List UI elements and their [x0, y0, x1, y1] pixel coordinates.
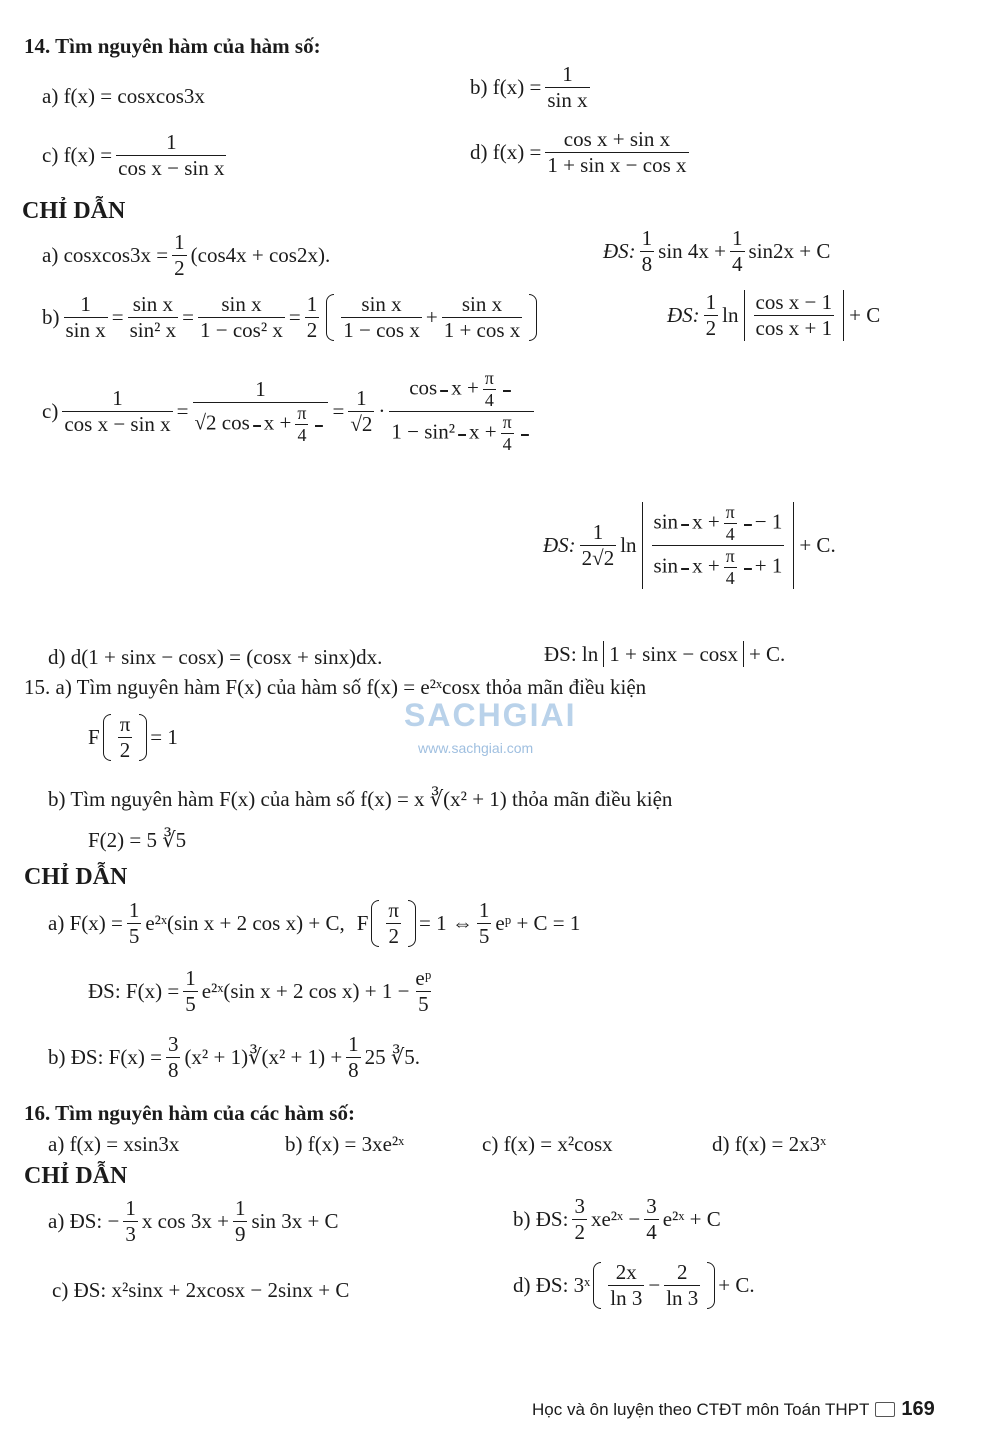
- fraction: $\frac{1}{4}$: [732, 226, 743, 276]
- fraction: $\frac{\text{sin x}}{\text{1 + cos x}}$: [443, 292, 521, 342]
- parenthesized-group: sin x 1 − cos x + $\frac{\text{sin x}}{\text{1 + cos x}}$: [323, 292, 540, 343]
- solution-15a: a) F(x) = $\frac{1}{5}$ e²ˣ(sin x + 2 cos x) + C, F π 2 = 1 ⇔ 1 5 eᵖ + C = 1: [48, 898, 581, 948]
- solution-14c: c) $\frac{1}{\text{cos x − sin x}}$ = 1 √2 cos x + $\frac{\pi}{4}$ = $\frac{1}{√2}$ · cos x + $\frac{\pi}{4}$ 1 − sin² x + $\frac{\pi}{4}$: [42, 368, 538, 455]
- problem-15b-condition: F(2) = 5 ∛5: [88, 828, 187, 852]
- problem-16b: b) f(x) = 3xe²ˣ: [285, 1132, 405, 1156]
- answer-16c: c) ĐS: x²sinx + 2xcosx − 2sinx + C: [52, 1278, 350, 1302]
- problem-14a: a) f(x) = cosxcos3x: [42, 84, 205, 108]
- section-heading-chi-dan: CHỈ DẪN: [22, 198, 126, 224]
- watermark-url: www.sachgiai.com: [418, 740, 534, 756]
- problem-16c: c) f(x) = x²cosx: [482, 1132, 613, 1156]
- solution-14b: b) $\frac{1}{\text{sin x}}$ = $\frac{\text{sin x}}{\text{sin² x}}$ = $\frac{\text{sin x}}{\text{1 − cos² x}}$ = $\frac{1}{2}$ sin x 1 − cos x + $\frac{\text{sin x}}{\text{1 + cos x}}$: [42, 292, 540, 343]
- fraction: $\frac{1}{5}$: [185, 966, 196, 1016]
- fraction: 1 2√2: [581, 520, 615, 570]
- fraction: $\frac{\text{cos x + sin x}}{\text{1 + sin x − cos x}}$: [547, 127, 687, 177]
- answer-14c: ĐS: 1 2√2 ln sin x + $\frac{\pi}{4}$ − 1 sin x + $\frac{\pi}{4}$ + 1 + C.: [543, 502, 836, 588]
- fraction: sin x 1 − cos x: [343, 292, 420, 342]
- page-number: 169: [901, 1398, 935, 1420]
- fraction: $\frac{1}{\text{cos x − sin x}}$: [64, 386, 171, 436]
- page-footer: [532, 1398, 935, 1421]
- problem-15a-condition: F π 2 = 1: [88, 712, 178, 762]
- problem-16-title: 16. Tìm nguyên hàm của các hàm số:: [24, 1101, 355, 1125]
- problem-15a: 15. a) Tìm nguyên hàm F(x) của hàm số f(x) = e²ˣcosx thỏa mãn điều kiện: [24, 675, 647, 699]
- answer-16b: b) ĐS: 3 2 xe²ˣ − $\frac{3}{4}$ e²ˣ + C: [513, 1194, 721, 1244]
- fraction: $\frac{1}{9}$: [234, 1196, 246, 1246]
- answer-15a: ĐS: F(x) = $\frac{1}{5}$ e²ˣ(sin x + 2 cos x) + 1 − $\frac{\text{eᵖ}}{5}$: [88, 966, 432, 1016]
- fraction: $\frac{1}{8}$: [348, 1032, 359, 1082]
- fraction: $\frac{1}{5}$: [128, 898, 140, 948]
- fraction: cos x − 1 cos x + 1: [755, 290, 833, 340]
- fraction: $\frac{1}{\text{cos x − sin x}}$: [118, 130, 225, 180]
- fraction: 3 2: [574, 1194, 585, 1244]
- fraction: 1 8: [641, 226, 653, 276]
- footer-text: Học và ôn luyện theo CTĐT môn Toán THPT: [532, 1399, 870, 1419]
- fraction: 2x ln 3: [610, 1260, 643, 1310]
- fraction: sin x + $\frac{\pi}{4}$ − 1 sin x + $\frac{\pi}{4}$ + 1: [653, 502, 783, 588]
- answer-15b: b) ĐS: F(x) = $\frac{3}{8}$ (x² + 1)∛(x² + 1) + $\frac{1}{8}$ 25 ∛5.: [48, 1032, 421, 1082]
- watermark-brand: SACHGIAI: [404, 697, 577, 733]
- section-heading-chi-dan: CHỈ DẪN: [24, 1163, 128, 1189]
- answer-14b: ĐS: 1 2 ln cos x − 1 cos x + 1 + C: [667, 290, 881, 340]
- solution-14a: a) cosxcos3x = $\frac{1}{2}$ (cos4x + cos2x).: [42, 230, 331, 280]
- fraction: $\frac{1}{\text{sin x}}$: [547, 62, 588, 112]
- fraction: $\frac{3}{8}$: [167, 1032, 179, 1082]
- answer-16a: a) ĐS: − $\frac{1}{3}$ x cos 3x + $\frac{1}{9}$ sin 3x + C: [48, 1196, 339, 1246]
- answer-16d: d) ĐS: 3ˣ 2x ln 3 − $\frac{2}{\ln 3}$ + C.: [513, 1260, 755, 1310]
- section-heading-chi-dan: CHỈ DẪN: [24, 864, 128, 890]
- fraction: cos x + $\frac{\pi}{4}$ 1 − sin² x + $\frac{\pi}{4}$: [389, 368, 533, 455]
- problem-14c: c) f(x) = $\frac{1}{\text{cos x − sin x}}$: [42, 130, 225, 180]
- fraction: $\frac{\text{sin x}}{\text{sin² x}}$: [129, 292, 177, 342]
- fraction: $\frac{2}{\ln 3}$: [666, 1260, 699, 1310]
- problem-14b: b) f(x) = $\frac{1}{\text{sin x}}$: [470, 62, 588, 112]
- problem-15b: b) Tìm nguyên hàm F(x) của hàm số f(x) = x ∛(x² + 1) thỏa mãn điều kiện: [48, 787, 673, 811]
- fraction: $\frac{1}{2}$: [306, 292, 318, 342]
- fraction: 1 √2 cos x + $\frac{\pi}{4}$: [193, 377, 329, 446]
- fraction: $\frac{\text{sin x}}{\text{1 − cos² x}}$: [200, 292, 283, 342]
- fraction: $\frac{1}{\text{sin x}}$: [65, 292, 106, 342]
- fraction: $\frac{1}{3}$: [125, 1196, 136, 1246]
- absolute-value: [637, 502, 800, 589]
- problem-16d: d) f(x) = 2x3ˣ: [712, 1132, 827, 1156]
- fraction: 1 2: [705, 290, 717, 340]
- fraction: 1 5: [478, 898, 490, 948]
- answer-14d: ĐS: ln 1 + sinx − cosx + C.: [544, 641, 786, 666]
- answer-14a: ĐS: 1 8 sin 4x + $\frac{1}{4}$ sin2x + C: [603, 226, 831, 276]
- fraction: $\frac{\text{eᵖ}}{5}$: [415, 966, 432, 1016]
- solution-14d: d) d(1 + sinx − cosx) = (cosx + sinx)dx.: [48, 645, 383, 669]
- problem-14-title: 14. Tìm nguyên hàm của hàm số:: [24, 34, 321, 58]
- fraction: $\frac{3}{4}$: [646, 1194, 657, 1244]
- watermark: [404, 697, 576, 756]
- fraction: $\frac{1}{2}$: [174, 230, 185, 280]
- absolute-value: [739, 290, 850, 341]
- problem-16a: a) f(x) = xsin3x: [48, 1132, 180, 1156]
- book-icon: [875, 1402, 895, 1417]
- fraction: $\frac{1}{√2}$: [350, 386, 373, 436]
- problem-14d: d) f(x) = $\frac{\text{cos x + sin x}}{\text{1 + sin x − cos x}}$: [470, 127, 687, 177]
